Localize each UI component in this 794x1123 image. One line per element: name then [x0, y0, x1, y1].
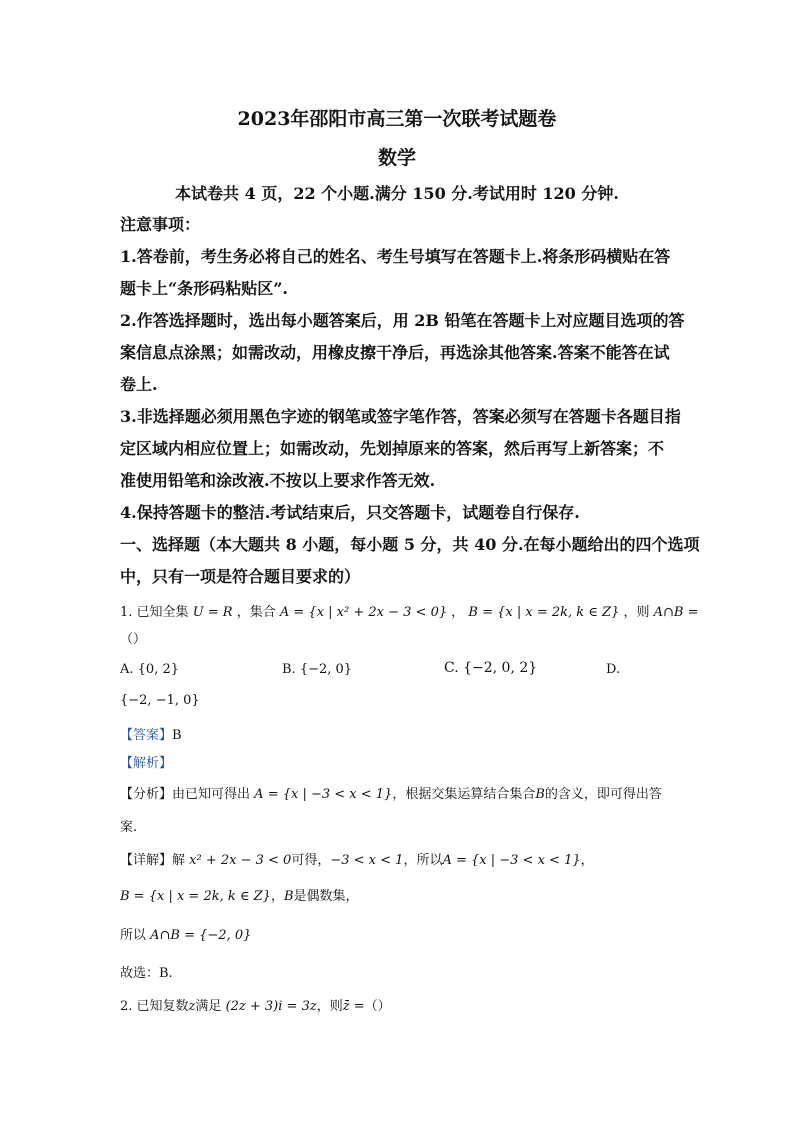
note-1-line-1: 1.答卷前，考生务必将自己的姓名、考生号填写在答题卡上.将条形码横贴在答 [120, 247, 671, 266]
question-1-stem [120, 601, 699, 620]
xj-math-2: −3 < x < 1 [330, 853, 404, 868]
q2-mid: 满足 [195, 999, 222, 1014]
section-heading-line-2: 中，只有一项是符合题目要求的） [120, 567, 361, 586]
xj-text-1: 解 [172, 853, 186, 868]
q2-z: z [188, 999, 196, 1014]
q1-universe: U = R [192, 605, 233, 620]
q1-prefix: 1. 已知全集 [120, 605, 189, 620]
subject-title: 数学 [377, 147, 416, 169]
xj-math-1: x² + 2x − 3 < 0 [189, 853, 292, 868]
q2-text-2: ，则 [316, 999, 343, 1014]
q1-set-a: A = {x | x² + 2x − 3 < 0} [279, 605, 448, 620]
answer-label: 【答案】 [120, 728, 173, 743]
q1-option-d-label: D. [606, 662, 621, 677]
q2-equation: (2z + 3)i = 3z [225, 999, 317, 1014]
note-3-line-1: 3.非选择题必须用黑色字迹的钢笔或签字笔作答，答案必须写在答题卡各题目指 [120, 407, 681, 426]
xj-text-4: ， [580, 853, 594, 868]
q1-comma: ， [451, 605, 465, 620]
q1-ask: A∩B = [653, 605, 699, 620]
note-2-line-2: 案信息点涂黑；如需改动，用橡皮擦干净后，再选涂其他答案.答案不能答在试 [120, 343, 670, 362]
q1-mid1: ，集合 [236, 605, 276, 620]
xiangjie-line-1 [120, 849, 594, 868]
xj-line3-text: 所以 [120, 928, 147, 943]
q1-paren: （） [120, 632, 147, 647]
q1-option-c: C. {−2, 0, 2} [444, 660, 538, 676]
note-1-line-2: 题卡上“条形码粘贴区”. [120, 279, 288, 298]
q2-paren: （） [364, 999, 391, 1014]
q1-answer [120, 724, 182, 743]
xj-text-3: ，所以 [403, 853, 443, 868]
q2-zbar: z̄ = [342, 999, 365, 1014]
xiangjie-line-3 [120, 924, 251, 943]
exam-info: 本试卷共 4 页，22 个小题.满分 150 分.考试用时 120 分钟. [175, 184, 619, 203]
q1-mid2: ，则 [623, 605, 650, 620]
fenxi-text-1: 由已知可得出 [172, 787, 251, 802]
q1-option-b: B. {−2, 0} [282, 662, 353, 677]
note-3-line-3: 准使用铅笔和涂改液.不按以上要求作答无效. [120, 471, 436, 490]
xj-line2-text-2: 是偶数集， [293, 889, 359, 904]
note-3-line-2: 定区域内相应位置上；如需改动，先划掉原来的答案，然后再写上新答案；不 [120, 439, 665, 458]
xiangjie-label: 【详解】 [120, 853, 173, 868]
question-2-stem [120, 995, 391, 1014]
analysis-label: 【解析】 [120, 756, 173, 771]
xj-text-2: 可得， [291, 853, 331, 868]
xj-line3-math: A∩B = {−2, 0} [150, 928, 252, 943]
q1-option-a: A. {0, 2} [120, 662, 180, 677]
notes-heading: 注意事项： [120, 215, 201, 234]
xj-line2-math: B = {x | x = 2k, k ∈ Z} [120, 889, 271, 904]
note-2-line-1: 2.作答选择题时，选出每小题答案后，用 2B 铅笔在答题卡上对应题目选项的答 [120, 311, 685, 330]
fenxi-line-2: 案. [120, 820, 138, 835]
xj-line2-text-1: ， [270, 889, 284, 904]
fenxi-text-3: 的含义，即可得出答 [544, 787, 662, 802]
note-4-line-1: 4.保持答题卡的整洁.考试结束后，只交答题卡，试题卷自行保存. [120, 503, 580, 522]
fenxi-text-2: ，根据交集运算结合集合 [392, 787, 536, 802]
xj-line2-b: B [283, 889, 294, 904]
note-2-line-3: 卷上. [120, 375, 158, 394]
q2-prefix: 2. 已知复数 [120, 999, 189, 1014]
fenxi-math: A = {x | −3 < x < 1} [254, 787, 393, 802]
fenxi-line-1 [120, 783, 662, 802]
q1-set-b: B = {x | x = 2k, k ∈ Z} [468, 605, 620, 620]
answer-value: B [172, 728, 182, 743]
xiangjie-line-2 [120, 885, 359, 904]
xj-math-3: A = {x | −3 < x < 1} [442, 853, 581, 868]
section-heading-line-1: 一、选择题（本大题共 8 小题，每小题 5 分，共 40 分.在每小题给出的四个选项 [120, 535, 700, 554]
q1-option-d-value: {−2, −1, 0} [120, 693, 200, 708]
q1-choose: 故选：B. [120, 966, 173, 981]
exam-title: 2023年邵阳市高三第一次联考试题卷 [237, 108, 557, 130]
fenxi-b: B [535, 787, 545, 802]
fenxi-label: 【分析】 [120, 787, 173, 802]
